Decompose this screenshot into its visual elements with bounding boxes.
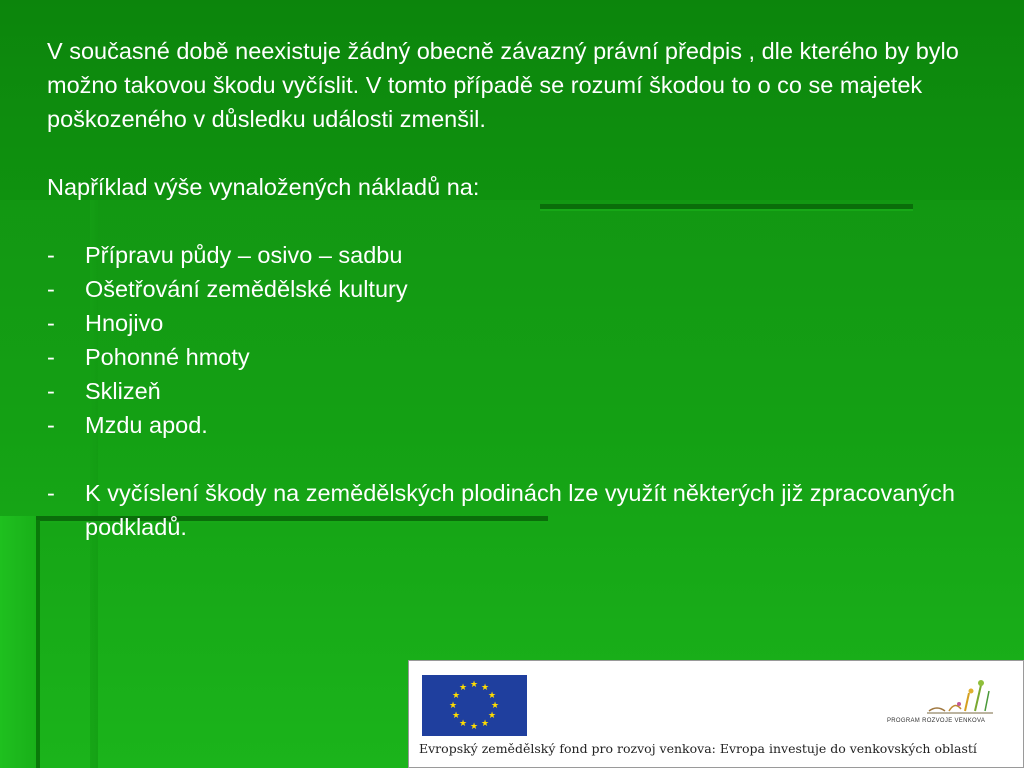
list-item [47,374,987,408]
list-item-text: Hnojivo [85,310,164,336]
funding-footer [408,660,1024,768]
star-icon: ★ [459,682,468,692]
star-icon: ★ [459,718,468,728]
star-icon: ★ [481,718,490,728]
program-rozvoje-venkova-logo [879,671,1015,735]
list-item [47,340,987,374]
star-icon: ★ [491,700,500,710]
footer-caption: Evropský zemědělský fond pro rozvoj venkova: Evropa investuje do venkovských oblastí [419,741,977,756]
bullet-marker: - [47,480,55,506]
list-item-text: Přípravu půdy – osivo – sadbu [85,242,403,268]
star-icon: ★ [488,690,497,700]
list-item [47,272,987,306]
star-icon: ★ [452,710,461,720]
final-list-item [47,476,987,544]
list-item [47,238,987,272]
star-icon: ★ [449,700,458,710]
program-logo-label: PROGRAM ROZVOJE VENKOVA [887,718,986,724]
bullet-marker: - [47,242,55,268]
eu-flag-icon [422,675,527,736]
decor-vertical-bar [0,516,36,768]
star-icon: ★ [481,682,490,692]
list-item [47,306,987,340]
list-item-text: K vyčíslení škody na zemědělských plodinách lze využít některých již zpracovaných podkladů. [85,480,955,540]
list-item [47,408,987,442]
star-icon: ★ [452,690,461,700]
decor-vertical-line [36,520,40,768]
list-item-text: Mzdu apod. [85,412,208,438]
slide-content [47,34,987,544]
list-intro: Například výše vynaložených nákladů na: [47,174,480,200]
list-item-text: Sklizeň [85,378,161,404]
bullet-marker: - [47,344,55,370]
star-icon: ★ [488,710,497,720]
intro-paragraph: V současné době neexistuje žádný obecně závazný právní předpis , dle kterého by bylo možno takovou škodu vyčíslit. V tomto případě se rozumí škodou to o co se majetek poškozeného v důsledku události zmenšil. [47,38,959,132]
list-item-text: Pohonné hmoty [85,344,250,370]
star-icon: ★ [470,721,479,731]
star-icon: ★ [470,679,479,689]
bullet-marker: - [47,310,55,336]
bullet-marker: - [47,276,55,302]
bullet-marker: - [47,378,55,404]
list-item-text: Ošetřování zemědělské kultury [85,276,408,302]
bullet-marker: - [47,412,55,438]
